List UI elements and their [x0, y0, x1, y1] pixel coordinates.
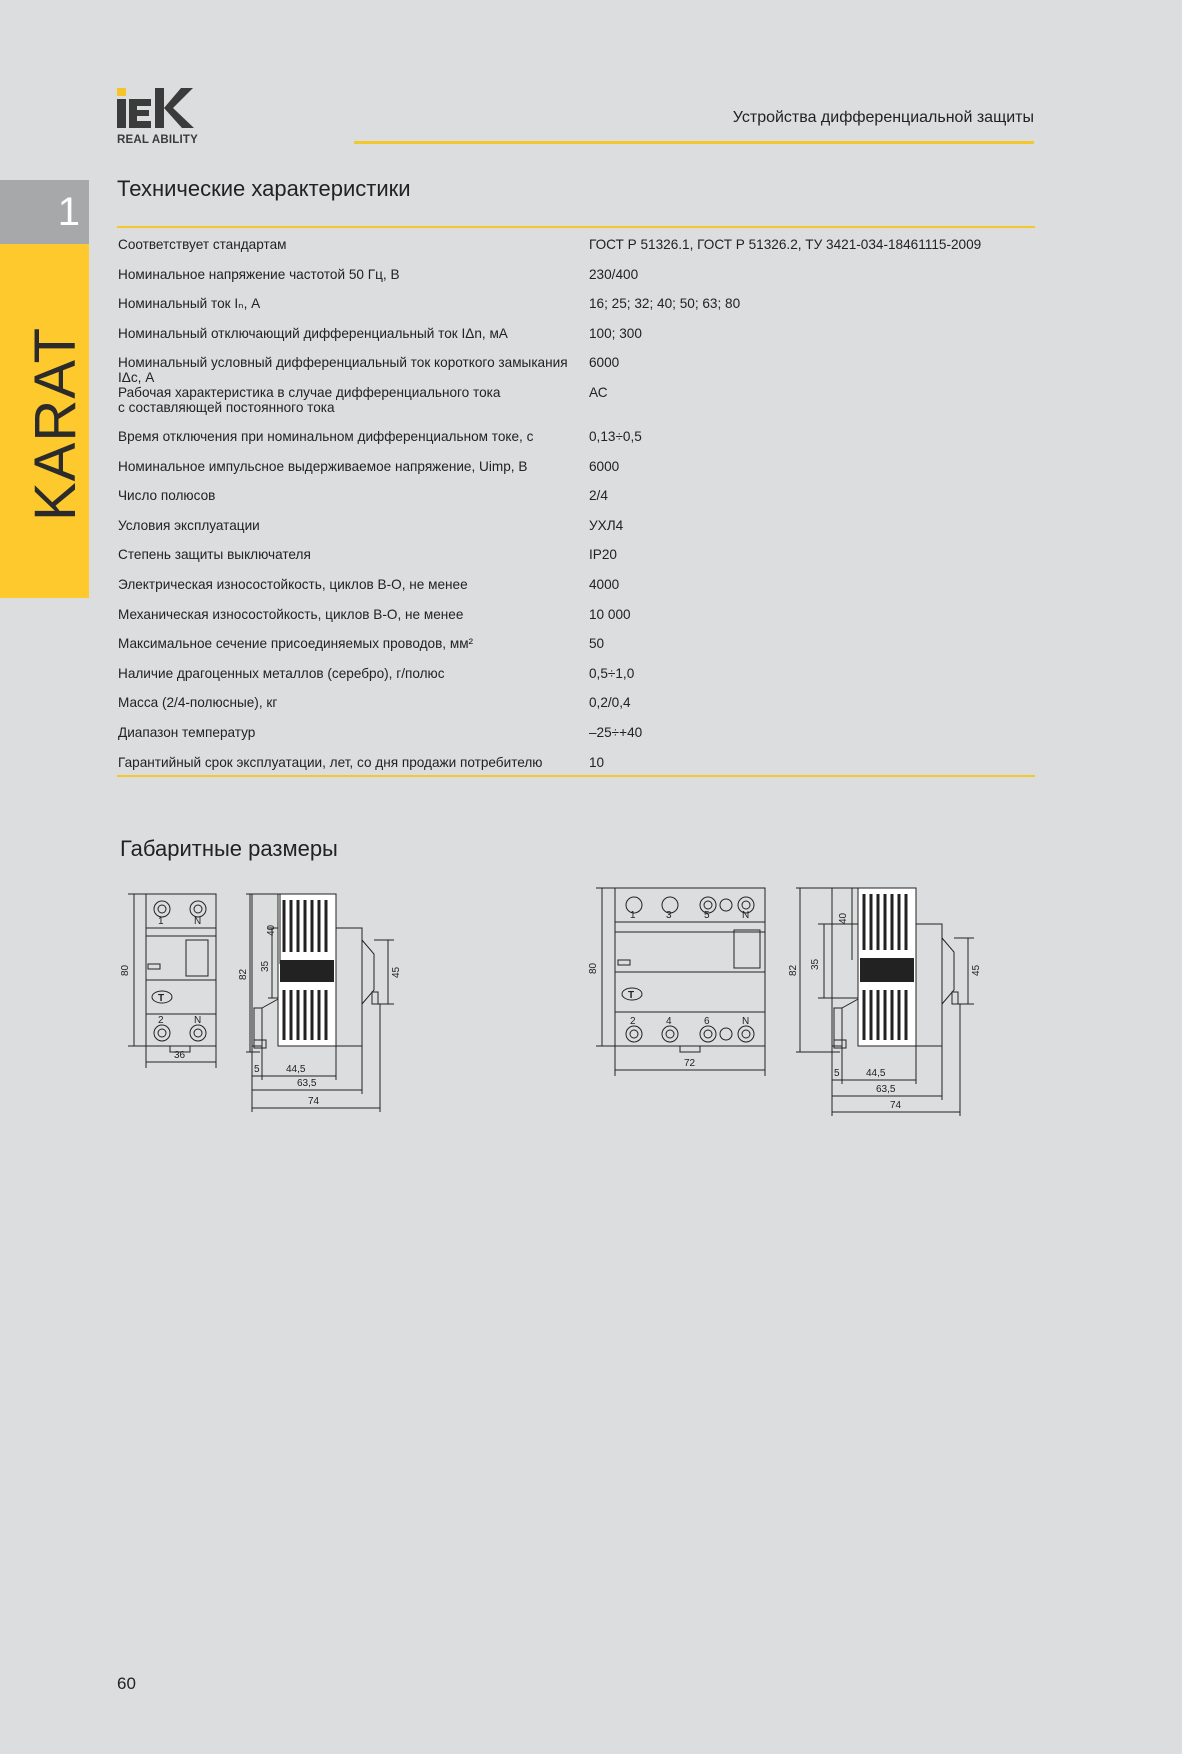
iek-logo — [117, 86, 237, 148]
header-title: Устройства дифференциальной защиты — [732, 109, 1034, 126]
spec-param: Рабочая характеристика в случае дифференциального тока с составляющей постоянного тока — [118, 384, 501, 415]
spec-row — [117, 479, 1035, 509]
fp-side-d5: 5 — [834, 1068, 840, 1079]
spec-row — [117, 686, 1035, 716]
spec-param: Гарантийный срок эксплуатации, лет, со дня продажи потребителю — [118, 754, 543, 770]
dimensions-title: Габаритные размеры — [120, 836, 338, 861]
spec-row — [117, 568, 1035, 598]
specs-title: Технические характеристики — [117, 176, 411, 201]
fp-side-d63_5: 63,5 — [876, 1084, 896, 1095]
four-pole-front-view — [588, 888, 765, 1076]
header-rule — [354, 141, 1034, 144]
spec-row — [117, 598, 1035, 628]
spec-value: 6000 — [589, 458, 620, 474]
spec-param: Номинальный ток Iₙ, А — [118, 296, 261, 312]
fp-term-top-2: 3 — [666, 910, 672, 921]
tp-front-height: 80 — [120, 964, 131, 976]
page-number: 60 — [117, 1674, 136, 1693]
logo-glyphs — [117, 88, 195, 128]
spec-row — [117, 746, 1035, 776]
fp-term-bot-2: 4 — [666, 1016, 672, 1027]
tp-term-bot-2: N — [194, 1015, 202, 1026]
spec-value: 0,5÷1,0 — [589, 665, 635, 681]
spec-value: 0,13÷0,5 — [589, 428, 642, 444]
spec-row — [117, 287, 1035, 317]
tp-side-d44_5: 44,5 — [286, 1064, 306, 1075]
logo-mark — [117, 86, 237, 128]
fp-side-d35: 35 — [810, 958, 821, 970]
spec-row — [117, 716, 1035, 746]
spec-value: 2/4 — [589, 488, 608, 504]
spec-value: 10 000 — [589, 606, 631, 622]
spec-param: Время отключения при номинальном дифференциальном токе, с — [118, 428, 534, 444]
tp-side-d74: 74 — [308, 1096, 320, 1107]
spec-param: Число полюсов — [118, 488, 216, 504]
fp-term-top-1: 1 — [630, 910, 636, 921]
spec-row — [117, 420, 1035, 450]
fp-term-bot-1: 2 — [630, 1016, 636, 1027]
tp-side-d35: 35 — [260, 960, 271, 972]
spec-row — [117, 258, 1035, 288]
spec-param: Электрическая износостойкость, циклов В-О, не менее — [118, 576, 468, 592]
spec-value: 0,2/0,4 — [589, 695, 631, 711]
spec-param: Номинальный отключающий дифференциальный ток IΔn, мА — [118, 325, 508, 341]
spec-row — [117, 627, 1035, 657]
fp-side-d45: 45 — [971, 964, 982, 976]
spec-param: Механическая износостойкость, циклов В-О, не менее — [118, 606, 464, 622]
spec-param: Наличие драгоценных металлов (серебро), г/полюс — [118, 665, 445, 681]
fp-front-width: 72 — [684, 1058, 696, 1069]
fp-side-brand: IEK — [866, 968, 883, 979]
spec-row — [117, 509, 1035, 539]
tp-side-d45: 45 — [391, 966, 402, 978]
chapter-number: 1 — [0, 180, 89, 244]
tp-test-label: T — [158, 993, 165, 1004]
spec-value: 16; 25; 32; 40; 50; 63; 80 — [589, 296, 741, 312]
spec-value: ГОСТ Р 51326.1, ГОСТ Р 51326.2, ТУ 3421-034-18461115-2009 — [589, 237, 982, 252]
spec-value: УХЛ4 — [589, 517, 624, 533]
spec-row — [117, 657, 1035, 687]
fp-term-top-3: 5 — [704, 910, 710, 921]
two-pole-side-view — [238, 894, 402, 1112]
spec-value: IP20 — [589, 547, 617, 563]
tp-side-d40: 40 — [266, 924, 277, 936]
fp-side-d74: 74 — [890, 1100, 902, 1111]
spec-param: Масса (2/4-полюсные), кг — [118, 695, 278, 711]
tp-side-d5: 5 — [254, 1064, 260, 1075]
spec-value: 10 — [589, 754, 605, 770]
dimension-drawings — [112, 880, 1012, 1120]
spec-value: 4000 — [589, 576, 620, 592]
tp-front-width: 36 — [174, 1050, 186, 1061]
spec-row — [117, 376, 1035, 420]
fp-side-d44_5: 44,5 — [866, 1068, 886, 1079]
spec-param: Номинальное импульсное выдерживаемое напряжение, Uimp, В — [118, 458, 528, 474]
fp-term-bot-3: 6 — [704, 1016, 710, 1027]
two-pole-front-view — [120, 894, 216, 1068]
specs-table — [117, 226, 1035, 777]
spec-value: 6000 — [589, 355, 620, 371]
tp-term-top-1: 1 — [158, 916, 164, 927]
fp-test-label: T — [628, 990, 635, 1001]
fp-side-d40: 40 — [838, 912, 849, 924]
spec-param: Условия эксплуатации — [118, 517, 260, 533]
fp-side-height: 82 — [788, 964, 799, 976]
spec-value: –25÷+40 — [589, 724, 643, 740]
four-pole-side-view — [788, 888, 982, 1116]
spec-param: Диапазон температур — [118, 724, 256, 740]
tp-term-top-2: N — [194, 916, 202, 927]
tp-side-d63_5: 63,5 — [297, 1078, 317, 1089]
spec-value: АС — [589, 384, 608, 400]
spec-row — [117, 228, 1035, 258]
fp-term-top-4: N — [742, 910, 750, 921]
logo-tagline: REAL ABILITY — [117, 134, 198, 146]
tp-term-bot-1: 2 — [158, 1015, 164, 1026]
spec-row — [117, 450, 1035, 480]
spec-value: 100; 300 — [589, 325, 642, 341]
spec-value: 230/400 — [589, 266, 639, 282]
spec-param: Номинальное напряжение частотой 50 Гц, В — [118, 266, 400, 282]
spec-row — [117, 317, 1035, 347]
fp-term-bot-4: N — [742, 1016, 750, 1027]
fp-front-height: 80 — [588, 962, 599, 974]
spec-param: Максимальное сечение присоединяемых проводов, мм² — [118, 636, 474, 652]
spec-param: Номинальный условный дифференциальный ток короткого замыкания IΔc, А — [118, 355, 568, 386]
spec-value: 50 — [589, 636, 605, 652]
spec-row — [117, 538, 1035, 568]
tp-side-brand: IEK — [286, 969, 303, 980]
spec-param: Соответствует стандартам — [118, 237, 287, 252]
spec-row — [117, 346, 1035, 386]
series-name: KARAT — [23, 326, 88, 521]
spec-param: Степень защиты выключателя — [118, 547, 311, 563]
tp-side-height: 82 — [238, 968, 249, 980]
